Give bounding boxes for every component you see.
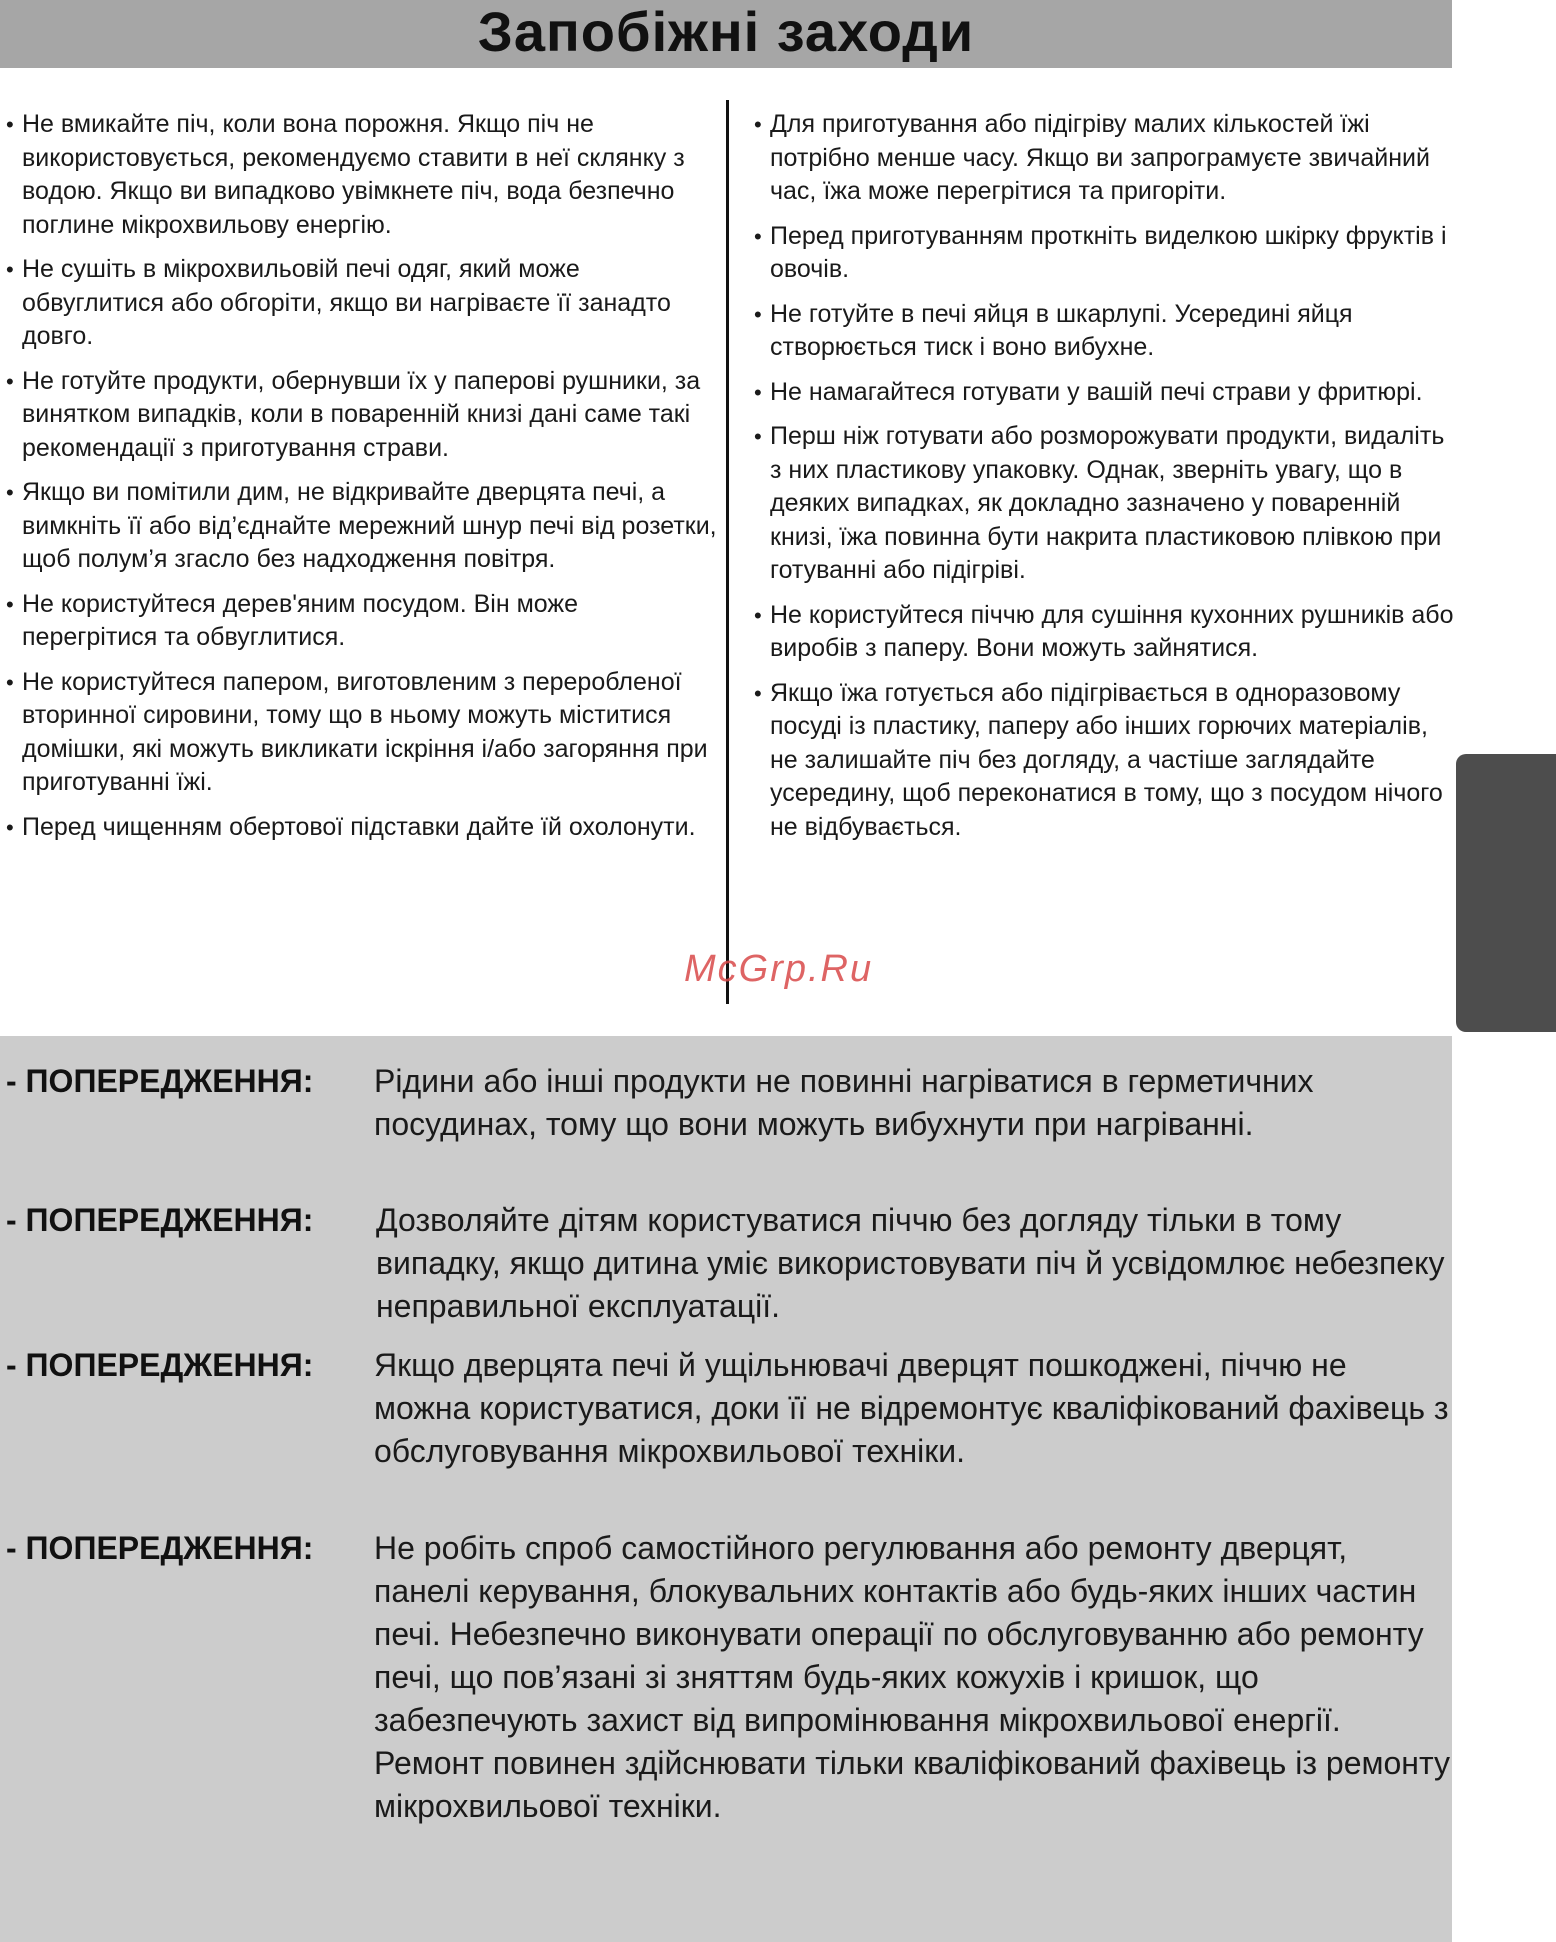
warning-text: Якщо дверцята печі й ущільнювачі дверцят пошкоджені, піччю не можна користуватися, доки її не відремонтує кваліфікований фахівець з обслуговування мікрохвильової техніки. (374, 1347, 1449, 1469)
list-item: • Якщо їжа готується або підігрівається в одноразовому посуді із пластику, паперу або інших горючих матеріалів, не залишайте піч без догляду, а частіше заглядайте усередину, щоб переконатися в тому, що з посудом нічого не відбувається. (754, 677, 1454, 845)
list-item: • Перед чищенням обертової підставки дайте їй охолонути. (6, 811, 718, 845)
warning-label: - ПОПЕРЕДЖЕННЯ: (6, 1530, 314, 1566)
right-column (754, 108, 1454, 855)
list-item: • Не готуйте продукти, обернувши їх у паперові рушники, за винятком випадків, коли в поваренній книзі дані саме такі рекомендації з приготування страви. (6, 365, 718, 466)
list-item: • Не сушіть в мікрохвильовій печі одяг, який може обвуглитися або обгоріти, якщо ви нагріваєте її занадто довго. (6, 253, 718, 354)
page-header (0, 0, 1452, 68)
warning-text: Рідини або інші продукти не повинні нагріватися в герметичних посудинах, тому що вони можуть вибухнути при нагріванні. (374, 1063, 1314, 1142)
right-precautions-list (754, 108, 1454, 844)
warnings-panel (0, 1036, 1452, 1942)
warning-label: - ПОПЕРЕДЖЕННЯ: (6, 1347, 314, 1383)
section-side-tab (1456, 754, 1556, 1032)
list-item: • Якщо ви помітили дим, не відкривайте дверцята печі, а вимкніть її або від’єднайте мережний шнур печі від розетки, щоб полум’я згасло без надходження повітря. (6, 476, 718, 577)
page-title: Запобіжні заходи (477, 0, 975, 63)
column-divider (726, 100, 729, 1004)
watermark: McGrp.Ru (684, 948, 874, 990)
warning-label: - ПОПЕРЕДЖЕННЯ: (6, 1202, 314, 1238)
list-item: • Не вмикайте піч, коли вона порожня. Якщо піч не використовується, рекомендуємо ставити в неї склянку з водою. Якщо ви випадково увімкнете піч, вода безпечно поглине мікрохвильову енергію. (6, 108, 718, 242)
list-item: • Не користуйтеся папером, виготовленим з переробленої вторинної сировини, тому що в ньому можуть міститися домішки, які можуть викликати іскріння і/або загоряння при приготуванні їжі. (6, 666, 718, 800)
list-item: • Перед приготуванням проткніть виделкою шкірку фруктів і овочів. (754, 220, 1454, 287)
warning-text: Не робіть спроб самостійного регулювання або ремонту дверцят, панелі керування, блокувальних контактів або будь-яких інших частин печі. Небезпечно виконувати операції по обслуговуванню або ремонту печі, що пов’язані зі зняттям будь-яких кожухів і кришок, що забезпечують захист від випромінювання мікрохвильової енергії. Ремонт повинен здійснювати тільки кваліфікований фахівець із ремонту мікрохвильової техніки. (374, 1530, 1450, 1824)
list-item: • Не користуйтеся дерев'яним посудом. Він може перегрітися та обвуглитися. (6, 588, 718, 655)
list-item: • Не готуйте в печі яйця в шкарлупі. Усередині яйця створюється тиск і воно вибухне. (754, 298, 1454, 365)
list-item: • Не намагайтеся готувати у вашій печі страви у фритюрі. (754, 376, 1454, 410)
warning-label: - ПОПЕРЕДЖЕННЯ: (6, 1063, 314, 1099)
left-precautions-list (6, 108, 718, 844)
warning-text: Дозволяйте дітям користуватися піччю без догляду тільки в тому випадку, якщо дитина уміє використовувати піч й усвідомлює небезпеку неправильної експлуатації. (376, 1202, 1445, 1324)
left-column (6, 108, 718, 855)
list-item: • Перш ніж готувати або розморожувати продукти, видаліть з них пластикову упаковку. Однак, зверніть увагу, що в деяких випадках, як докладно зазначено у поваренній книзі, їжа повинна бути накрита пластиковою плівкою при готуванні або підігріві. (754, 420, 1454, 588)
list-item: • Не користуйтеся піччю для сушіння кухонних рушників або виробів з паперу. Вони можуть зайнятися. (754, 599, 1454, 666)
list-item: • Для приготування або підігріву малих кількостей їжі потрібно менше часу. Якщо ви запрограмуєте звичайний час, їжа може перегрітися та пригоріти. (754, 108, 1454, 209)
